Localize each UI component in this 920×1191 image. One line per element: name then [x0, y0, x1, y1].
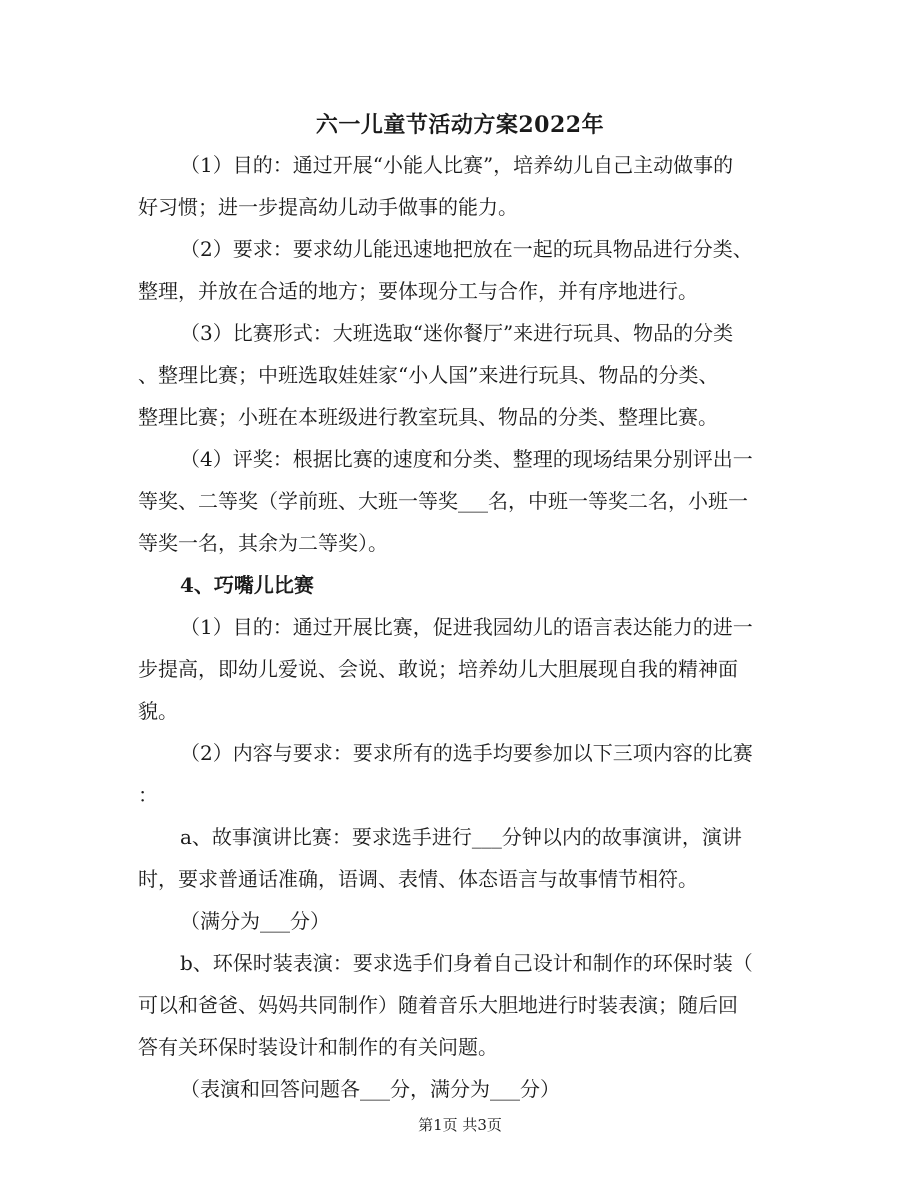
section-heading: 4、巧嘴儿比赛 — [180, 573, 314, 597]
paragraph-line: （3）比赛形式：大班选取“迷你餐厅”来进行玩具、物品的分类 — [180, 321, 734, 345]
paragraph-line: （2）内容与要求：要求所有的选手均要参加以下三项内容的比赛 — [180, 741, 753, 765]
paragraph-line: 好习惯；进一步提高幼儿动手做事的能力。 — [138, 195, 518, 219]
paragraph-line: 可以和爸爸、妈妈共同制作）随着音乐大胆地进行时装表演；随后回 — [138, 993, 738, 1017]
paragraph-line: 貌。 — [138, 699, 178, 723]
paragraph-line: ： — [138, 783, 158, 807]
page-title: 六一儿童节活动方案2022年 — [315, 112, 605, 138]
paragraph-line: （1）目的：通过开展“小能人比赛”，培养幼儿自己主动做事的 — [180, 153, 734, 177]
paragraph-line: a、故事演讲比赛：要求选手进行___分钟以内的故事演讲，演讲 — [180, 825, 742, 849]
paragraph-line: （4）评奖：根据比赛的速度和分类、整理的现场结果分别评出一 — [180, 447, 753, 471]
paragraph-line: 时，要求普通话准确，语调、表情、体态语言与故事情节相符。 — [138, 867, 698, 891]
paragraph-line: 、整理比赛；中班选取娃娃家“小人国”来进行玩具、物品的分类、 — [138, 363, 719, 387]
paragraph-line: 等奖一名，其余为二等奖）。 — [138, 531, 388, 555]
paragraph-line: 等奖、二等奖（学前班、大班一等奖___名，中班一等奖二名，小班一 — [138, 489, 748, 513]
paragraph-line: 步提高，即幼儿爱说、会说、敢说；培养幼儿大胆展现自我的精神面 — [138, 657, 738, 681]
paragraph-line: 整理，并放在合适的地方；要体现分工与合作，并有序地进行。 — [138, 279, 698, 303]
paragraph-line: （2）要求：要求幼儿能迅速地把放在一起的玩具物品进行分类、 — [180, 237, 753, 261]
paragraph-line: 整理比赛；小班在本班级进行教室玩具、物品的分类、整理比赛。 — [138, 405, 718, 429]
paragraph-line: b、环保时装表演：要求选手们身着自己设计和制作的环保时装（ — [180, 951, 753, 975]
paragraph-line: （表演和回答问题各___分，满分为___分） — [180, 1077, 560, 1101]
page-number-footer: 第1页 共3页 — [418, 1116, 502, 1134]
paragraph-line: （1）目的：通过开展比赛，促进我园幼儿的语言表达能力的进一 — [180, 615, 753, 639]
paragraph-line: 答有关环保时装设计和制作的有关问题。 — [138, 1035, 498, 1059]
paragraph-line: （满分为___分） — [180, 909, 330, 933]
